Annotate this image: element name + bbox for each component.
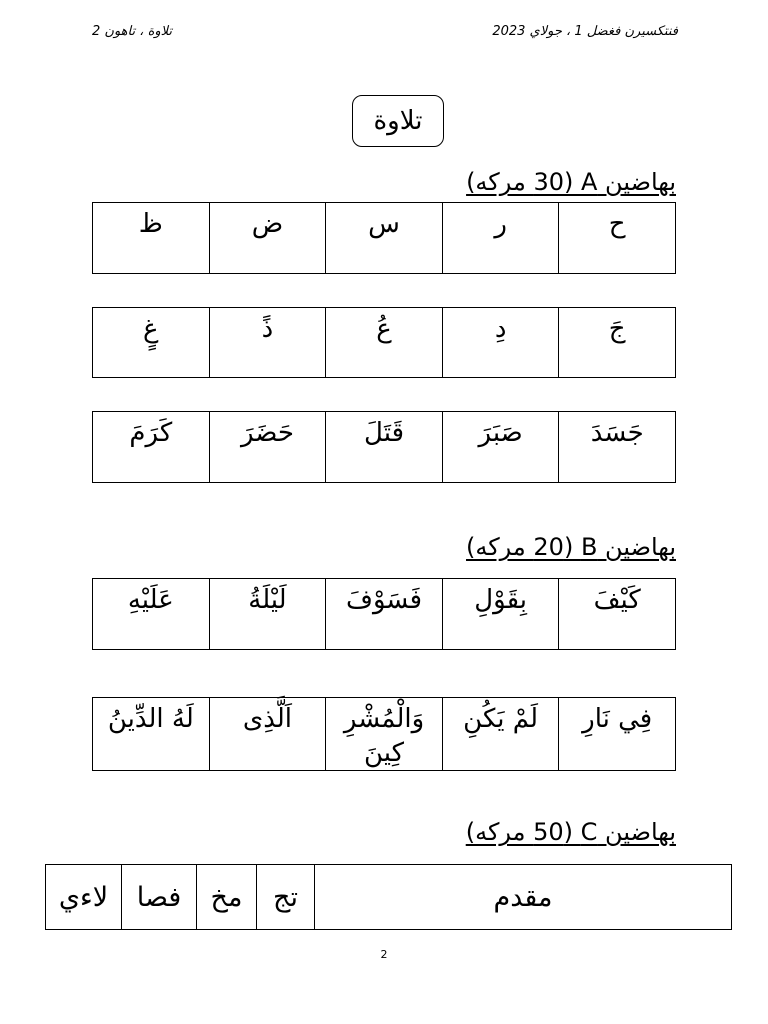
- table-row: [46, 865, 732, 930]
- table-cell: ذً: [209, 308, 326, 378]
- table-cell: ر: [442, 203, 559, 274]
- table-cell: س: [326, 203, 443, 274]
- table-cell: لَيْلَةُ: [209, 579, 326, 650]
- section-a-table-2: [92, 307, 676, 378]
- table-cell: مقدم: [315, 865, 732, 930]
- section-c-table: [45, 864, 732, 930]
- section-c-title: بهاضين C (50 مركه): [465, 818, 676, 846]
- table-cell: جَسَدَ: [559, 412, 676, 483]
- section-b-title: بهاضين B (20 مركه): [466, 533, 676, 561]
- table-cell: لاءي: [46, 865, 122, 930]
- section-a-table-3: [92, 411, 676, 483]
- table-row: [93, 579, 676, 650]
- table-cell: فصا: [122, 865, 197, 930]
- table-cell: ظ: [93, 203, 210, 274]
- table-cell: جَ: [559, 308, 676, 378]
- table-row: [93, 412, 676, 483]
- table-cell: عُ: [326, 308, 443, 378]
- table-cell: صَبَرَ: [442, 412, 559, 483]
- section-a-title: بهاضين A (30 مركه): [466, 168, 676, 196]
- table-row: [93, 203, 676, 274]
- table-cell: عَلَيْهِ: [93, 579, 210, 650]
- table-cell: لَهُ الدِّينُ: [93, 698, 210, 771]
- table-cell: وَالْمُشْرِ كِينَ: [326, 698, 443, 771]
- table-cell: ض: [209, 203, 326, 274]
- table-row: [93, 698, 676, 771]
- header-course-date: فنتكسيرن فغضل 1 ، جولاي 2023: [492, 24, 678, 39]
- table-cell: لَمْ يَكُنِ: [442, 698, 559, 771]
- section-b-table-1: [92, 578, 676, 650]
- page-number: 2: [380, 948, 388, 961]
- table-cell: كَيْفَ: [559, 579, 676, 650]
- section-b-table-2: [92, 697, 676, 771]
- table-cell: بِقَوْلِ: [442, 579, 559, 650]
- table-cell: كَرَمَ: [93, 412, 210, 483]
- table-cell: قَتَلَ: [326, 412, 443, 483]
- table-cell: دِ: [442, 308, 559, 378]
- table-cell: فِي نَارِ: [559, 698, 676, 771]
- table-cell: غٍ: [93, 308, 210, 378]
- page-title: تلاوة: [352, 95, 444, 147]
- table-cell: تج: [257, 865, 315, 930]
- table-cell: فَسَوْفَ: [326, 579, 443, 650]
- table-cell: اَلَّذِى: [209, 698, 326, 771]
- table-row: [93, 308, 676, 378]
- header-subject-year: تلاوة ، تاهون 2: [92, 24, 173, 39]
- section-a-table-1: [92, 202, 676, 274]
- table-cell: حَضَرَ: [209, 412, 326, 483]
- table-cell: مخ: [197, 865, 257, 930]
- table-cell: ح: [559, 203, 676, 274]
